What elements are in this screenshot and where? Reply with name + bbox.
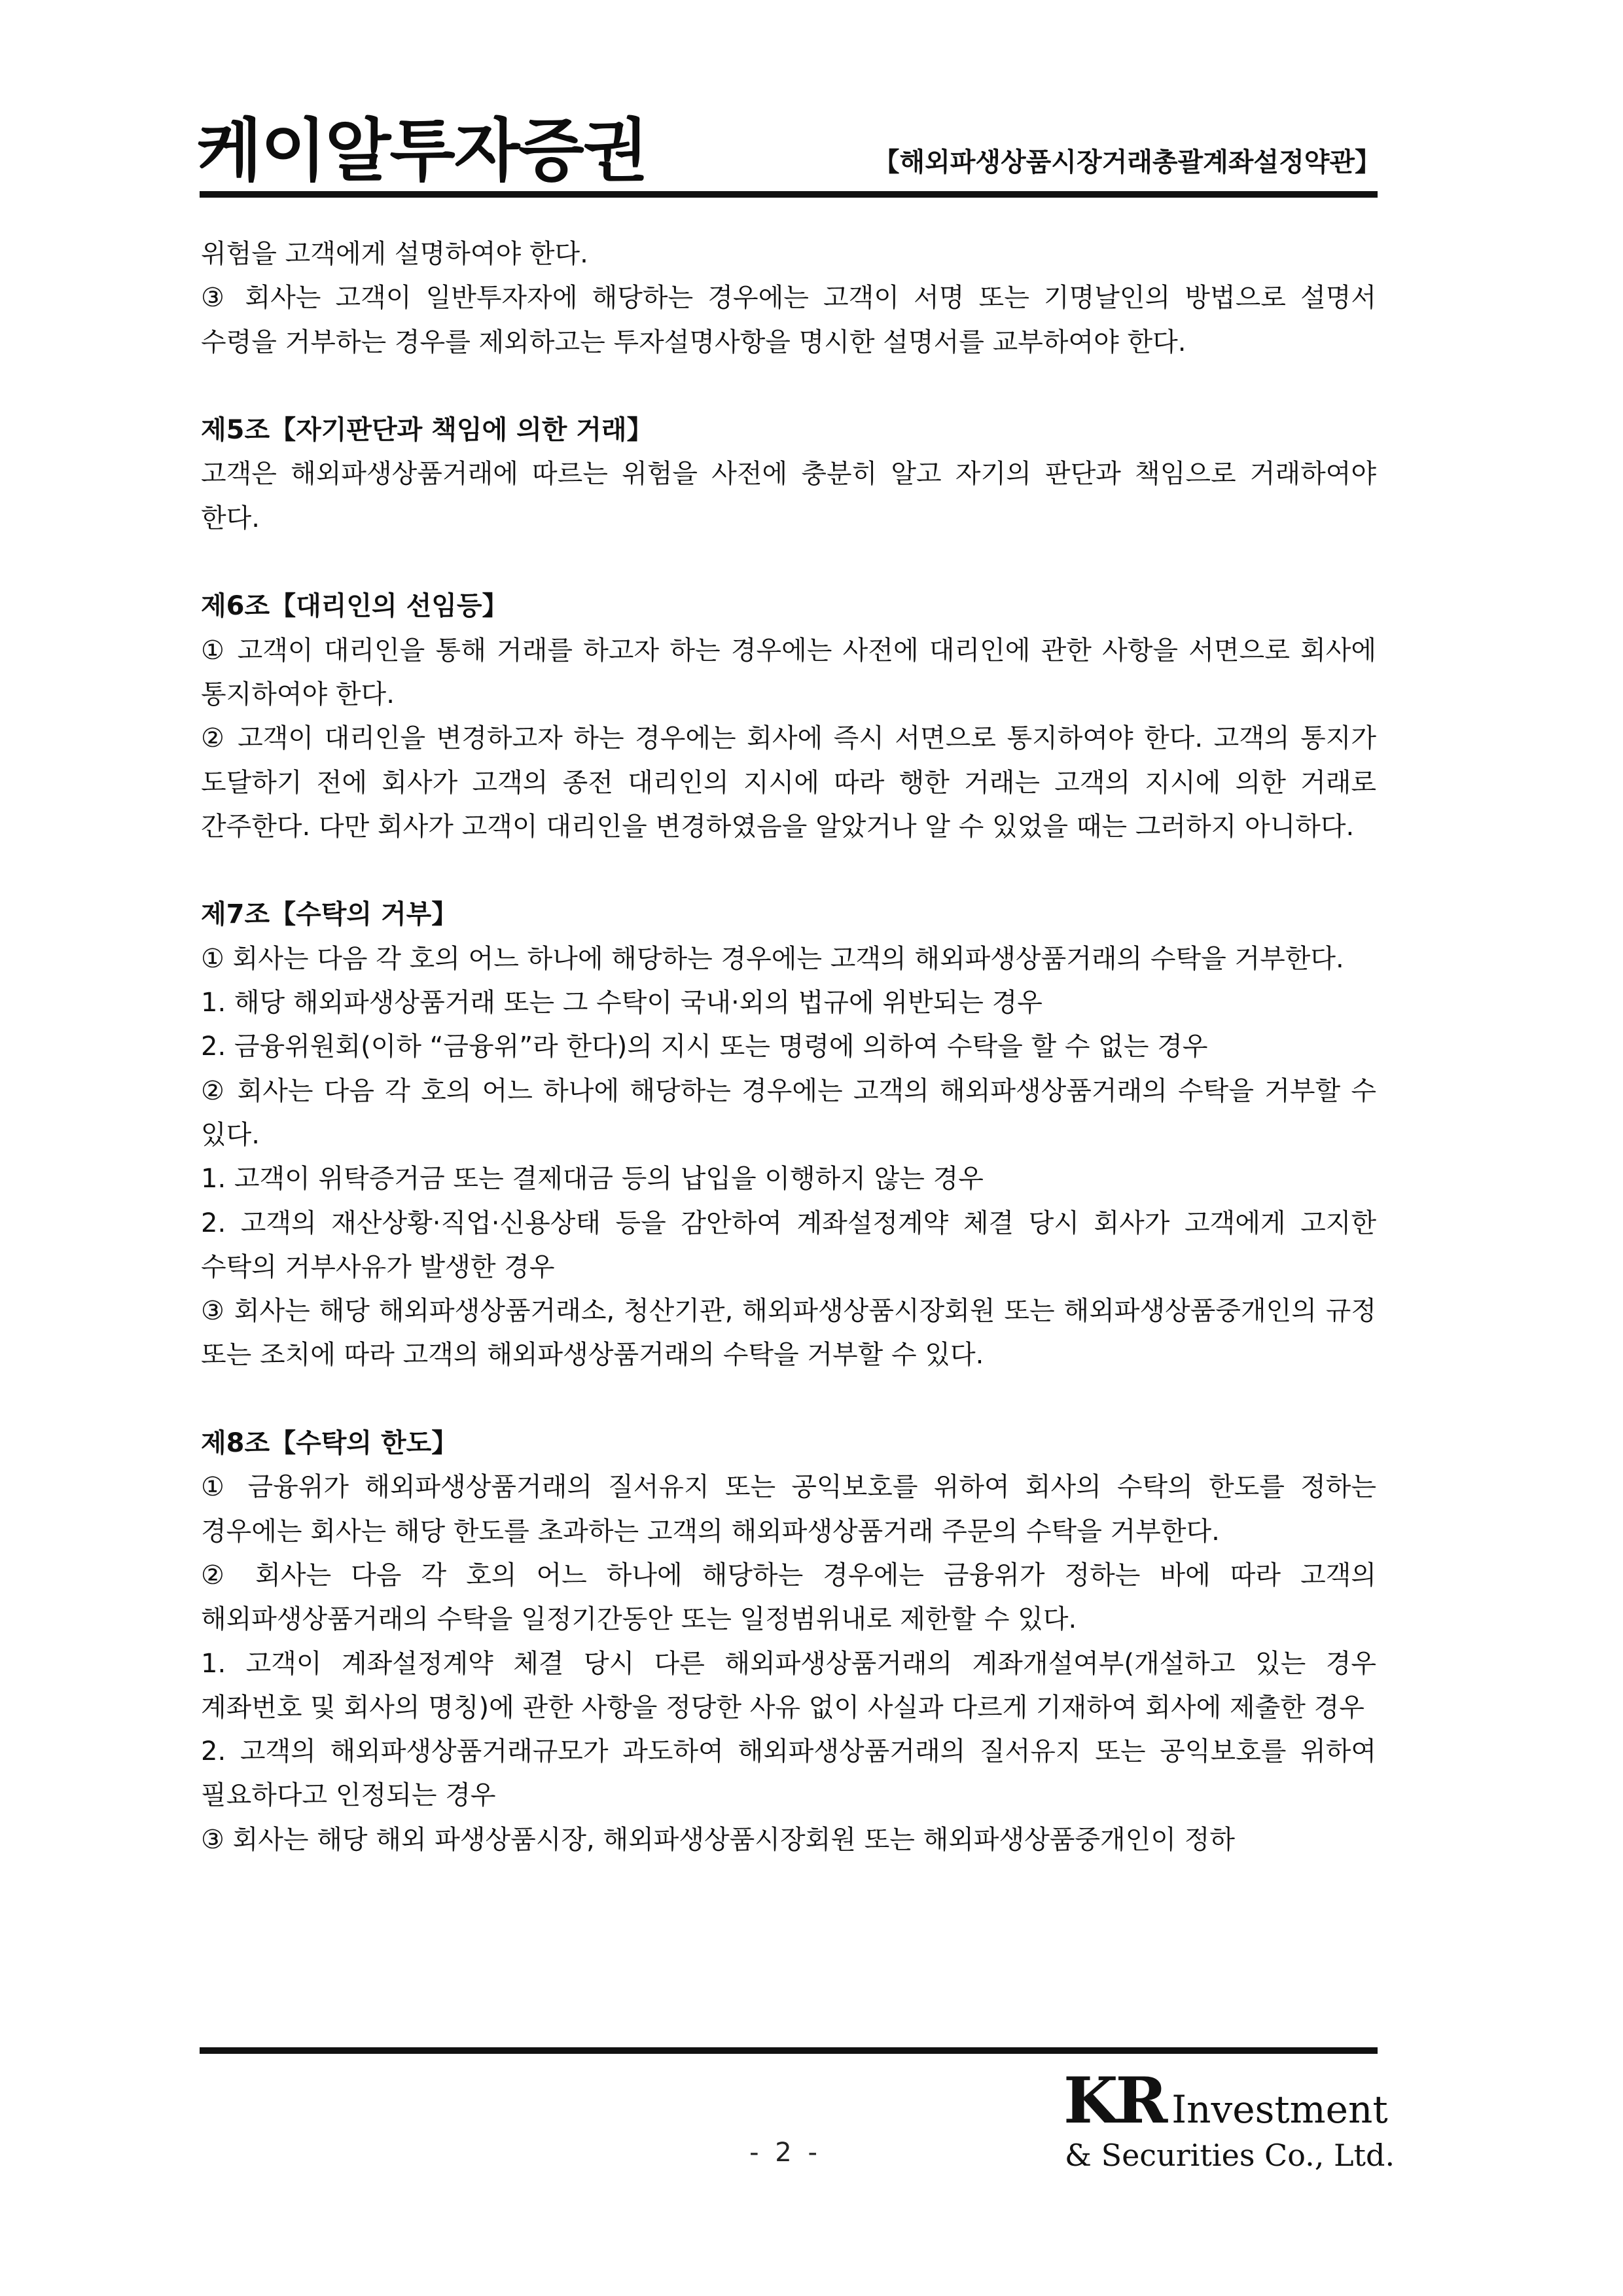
article-heading: 제6조【대리인의 선임등】 [201,591,508,622]
document-title: 【해외파생상품시장거래총괄계좌설정약관】 [873,147,1381,177]
logo-kr-text: KR [1063,2064,1166,2138]
paragraph: 2. 고객의 재산상황·직업·신용상태 등을 감안하여 계좌설정계약 체결 당시 회사가 고객에게 고지한 수탁의 거부사유가 발생한 경우 [201,1208,1376,1282]
paragraph: ① 회사는 다음 각 호의 어느 하나에 해당하는 경우에는 고객의 해외파생상품거래의 수탁을 거부한다. [201,943,1344,974]
paragraph: 위험을 고객에게 설명하여야 한다. [201,239,588,269]
paragraph: ③ 회사는 해당 해외 파생상품시장, 해외파생상품시장회원 또는 해외파생상품중개인이 정하 [201,1824,1235,1855]
footer-rule [200,2047,1378,2054]
article-heading: 제8조【수탁의 한도】 [201,1428,458,1459]
paragraph: ③ 회사는 해당 해외파생상품거래소, 청산기관, 해외파생상품시장회원 또는 해외파생상품중개인의 규정 또는 조치에 따라 고객의 해외파생상품거래의 수탁을 거부할 수 있다. [201,1296,1376,1371]
page-number: - 2 - [749,2138,821,2168]
paragraph: ② 회사는 다음 각 호의 어느 하나에 해당하는 경우에는 금융위가 정하는 바에 따라 고객의 해외파생상품거래의 수탁을 일정기간동안 또는 일정범위내로 제한할 수 있다. [201,1560,1376,1635]
paragraph: 1. 고객이 위탁증거금 또는 결제대금 등의 납입을 이행하지 않는 경우 [201,1164,984,1194]
article-heading: 제5조【자기판단과 책임에 의한 거래】 [201,415,653,446]
paragraph: 1. 해당 해외파생상품거래 또는 그 수탁이 국내·외의 법규에 위반되는 경우 [201,988,1043,1018]
paragraph: ③ 회사는 고객이 일반투자자에 해당하는 경우에는 고객이 서명 또는 기명날인의 방법으로 설명서 수령을 거부하는 경우를 제외하고는 투자설명사항을 명시한 설명서를 교부하여야 한다. [201,283,1376,357]
paragraph: ① 고객이 대리인을 통해 거래를 하고자 하는 경우에는 사전에 대리인에 관한 사항을 서면으로 회사에 통지하여야 한다. [201,635,1376,709]
paragraph: 2. 금융위원회(이하 “금융위”라 한다)의 지시 또는 명령에 의하여 수탁을 할 수 없는 경우 [201,1031,1208,1062]
paragraph: ② 회사는 다음 각 호의 어느 하나에 해당하는 경우에는 고객의 해외파생상품거래의 수탁을 거부할 수 있다. [201,1075,1376,1150]
paragraph: ① 금융위가 해외파생상품거래의 질서유지 또는 공익보호를 위하여 회사의 수탁의 한도를 정하는 경우에는 회사는 해당 한도를 초과하는 고객의 해외파생상품거래 주문의 수탁을 거부한다. [201,1472,1376,1547]
paragraph-gap [201,849,1376,893]
paragraph-gap [201,1378,1376,1422]
kr-investment-logo [1063,2064,1395,2173]
logo-securities-text: & Securities Co., Ltd. [1065,2138,1395,2173]
paragraph: 1. 고객이 계좌설정계약 체결 당시 다른 해외파생상품거래의 계좌개설여부(개설하고 있는 경우 계좌번호 및 회사의 명칭)에 관한 사항을 정당한 사유 없이 사실과 다르게 기재하여 회사에 제출한 경우 [201,1648,1376,1723]
paragraph: 고객은 해외파생상품거래에 따르는 위험을 사전에 충분히 알고 자기의 판단과 책임으로 거래하여야 한다. [201,459,1376,533]
company-logo: 케이알투자증권 [196,111,648,190]
logo-investment-text: Investment [1171,2087,1388,2132]
article-heading: 제7조【수탁의 거부】 [201,899,458,930]
paragraph-gap [201,365,1376,408]
paragraph-gap [201,541,1376,584]
document-body [201,232,1376,1862]
header-rule [200,191,1378,198]
paragraph: ② 고객이 대리인을 변경하고자 하는 경우에는 회사에 즉시 서면으로 통지하여야 한다. 고객의 통지가 도달하기 전에 회사가 고객의 종전 대리인의 지시에 따라 행한 거래는 고객의 지시에 의한 거래로 간주한다. 다만 회사가 고객이 대리인을 변경하였음을 알았거나 알 수 있었을 때는 그러하지 아니하다. [201,723,1376,842]
paragraph: 2. 고객의 해외파생상품거래규모가 과도하여 해외파생상품거래의 질서유지 또는 공익보호를 위하여 필요하다고 인정되는 경우 [201,1736,1376,1811]
